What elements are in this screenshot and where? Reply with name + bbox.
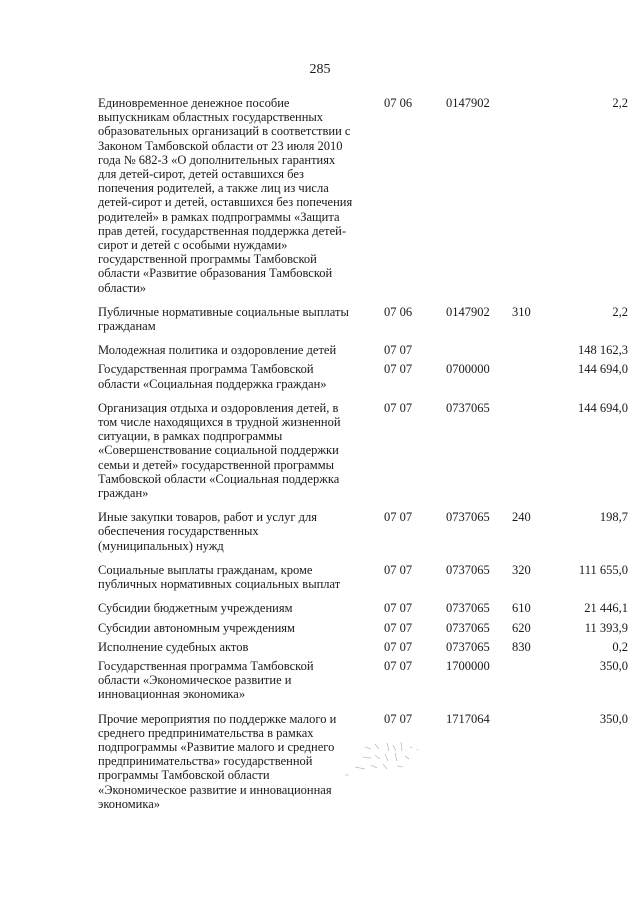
row-expense-type: 240 [512, 510, 531, 525]
row-expense-type [512, 659, 546, 712]
row-amount: 21 446,1 [584, 601, 628, 616]
table-row [98, 362, 628, 400]
row-expense-type: 310 [512, 304, 531, 319]
row-target-code [446, 343, 512, 362]
row-name: Единовременное денежное пособие выпускникам областных государственных образовательных организаций в соответствии с Законом Тамбовской области от 23 июля 2010 года № 682-З «О дополнительных гарантиях для детей-сирот, детей оставшихся без попечения родителей, а также лиц из числа детей-сирот и детей, оставшихся без попечения родителей» в рамках подпрограммы «Защита прав детей, государственная поддержка детей-сирот и детей с особыми нуждами» государственной программы Тамбовской области «Развитие образования Тамбовской области» [98, 96, 353, 295]
row-name: Иные закупки товаров, работ и услуг для обеспечения государственных (муниципальных) нужд [98, 510, 318, 553]
row-amount: 2,2 [612, 96, 628, 110]
row-expense-type [512, 712, 546, 821]
row-section-code: 07 07 [384, 362, 413, 377]
row-name: Государственная программа Тамбовской области «Экономическое развитие и инновационная экономика» [98, 658, 314, 702]
table-row [98, 343, 628, 362]
table-row [98, 712, 628, 821]
row-section-code: 07 07 [384, 343, 413, 358]
row-name: Организация отдыха и оздоровления детей, в том числе находящихся в трудной жизненной ситуации, в рамках подпрограммы «Совершенствование социальной поддержки семьи и детей» государственной программы Тамбовской области «Социальная поддержка граждан» [98, 400, 341, 501]
row-expense-type: 320 [512, 562, 531, 577]
row-expense-type: 610 [512, 601, 531, 616]
row-expense-type [512, 343, 546, 362]
row-expense-type [512, 362, 546, 400]
budget-table-body [98, 96, 628, 821]
row-amount: 144 694,0 [578, 400, 628, 415]
row-name: Молодежная политика и оздоровление детей [98, 343, 337, 358]
table-row [98, 601, 628, 620]
row-target-code: 1717064 [446, 711, 490, 726]
row-section-code: 07 07 [384, 639, 413, 654]
row-target-code: 0737065 [446, 510, 490, 525]
row-target-code: 0737065 [446, 562, 490, 577]
row-expense-type: 620 [512, 620, 531, 635]
row-section-code: 07 07 [384, 400, 413, 415]
row-target-code: 0737065 [446, 639, 490, 654]
row-section-code: 07 06 [384, 96, 413, 110]
row-expense-type: 830 [512, 639, 531, 654]
row-name: Социальные выплаты гражданам, кроме публичных нормативных социальных выплат [98, 562, 341, 592]
row-amount: 198,7 [599, 510, 628, 525]
row-amount: 144 694,0 [578, 362, 628, 377]
table-row [98, 510, 628, 563]
row-amount: 11 393,9 [584, 620, 628, 635]
budget-table [98, 96, 628, 821]
row-amount: 0,2 [612, 639, 628, 654]
row-expense-type [512, 96, 546, 305]
row-amount: 2,2 [612, 304, 628, 319]
row-name: Прочие мероприятия по поддержке малого и среднего предпринимательства в рамках подпрограммы «Развитие малого и среднего предпринимательства» государственной программы Тамбовской области «Экономическое развитие и инновационная экономика» [98, 711, 337, 811]
row-target-code: 0147902 [446, 304, 490, 319]
row-section-code: 07 07 [384, 601, 413, 616]
table-row [98, 563, 628, 601]
table-row [98, 96, 628, 305]
row-amount: 111 655,0 [578, 562, 628, 577]
row-target-code: 0147902 [446, 96, 490, 110]
row-name: Государственная программа Тамбовской области «Социальная поддержка граждан» [98, 362, 327, 391]
page-number: 285 [309, 62, 331, 77]
row-amount: 350,0 [599, 711, 628, 726]
row-name: Публичные нормативные социальные выплаты гражданам [98, 304, 349, 334]
row-section-code: 07 07 [384, 658, 413, 673]
table-row [98, 305, 628, 343]
table-row [98, 640, 628, 659]
row-section-code: 07 07 [384, 562, 413, 577]
row-target-code: 1700000 [446, 658, 490, 673]
row-target-code: 0737065 [446, 601, 490, 616]
row-section-code: 07 07 [384, 510, 413, 525]
row-target-code: 0700000 [446, 362, 490, 377]
table-row [98, 659, 628, 712]
row-section-code: 07 07 [384, 711, 413, 726]
row-section-code: 07 06 [384, 304, 413, 319]
table-row [98, 401, 628, 510]
row-name: Исполнение судебных актов [98, 639, 249, 654]
row-amount: 148 162,3 [578, 343, 628, 358]
row-target-code: 0737065 [446, 620, 490, 635]
row-target-code: 0737065 [446, 400, 490, 415]
row-amount: 350,0 [599, 658, 628, 673]
table-row [98, 621, 628, 640]
row-expense-type [512, 401, 546, 510]
row-name: Субсидии автономным учреждениям [98, 620, 295, 635]
row-name: Субсидии бюджетным учреждениям [98, 601, 293, 616]
row-section-code: 07 07 [384, 620, 413, 635]
